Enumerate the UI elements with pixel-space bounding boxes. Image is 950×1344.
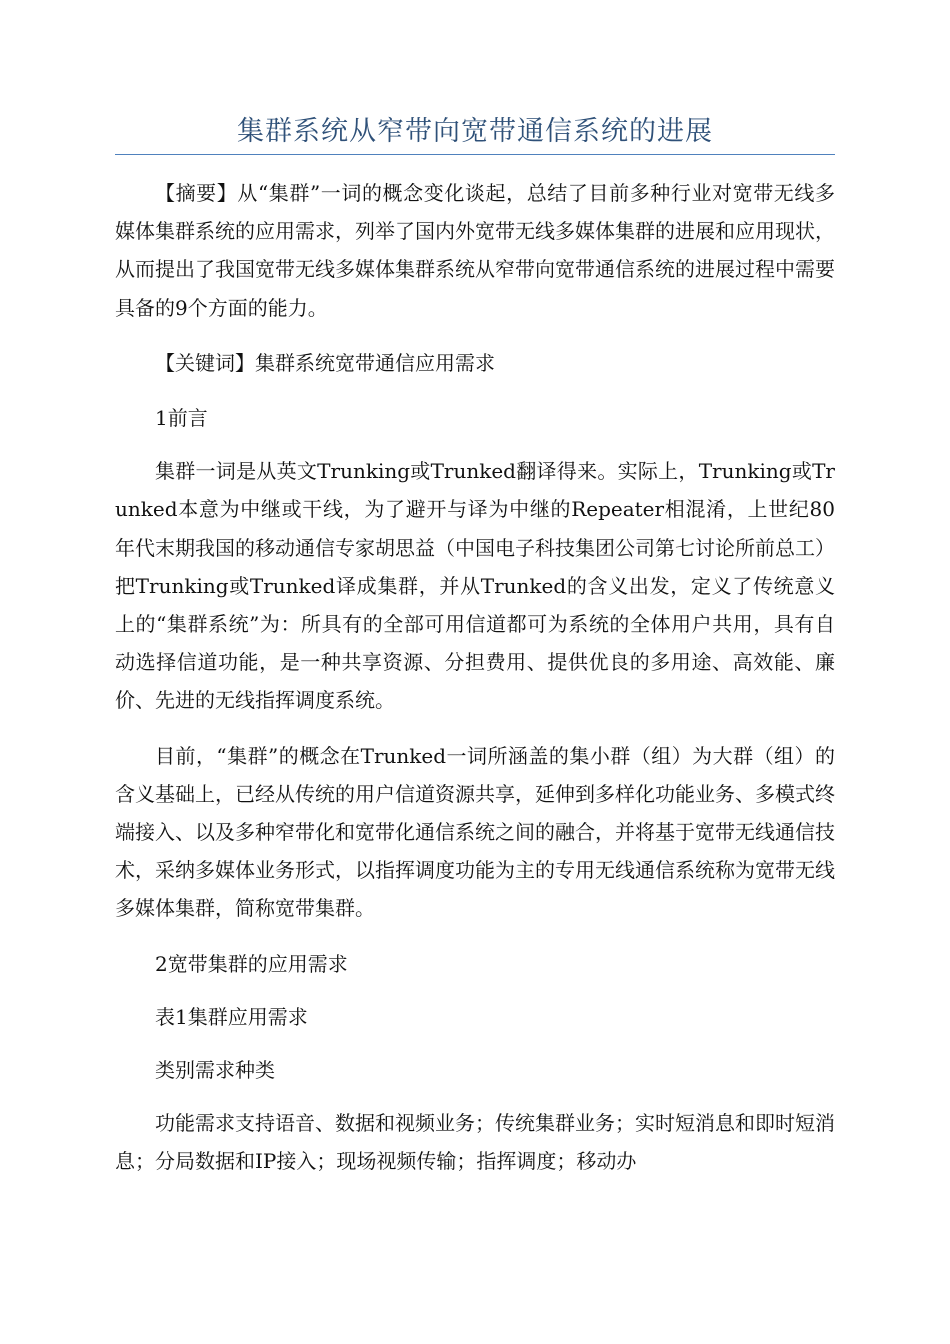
section-heading-2: 2宽带集群的应用需求 (155, 951, 348, 976)
section-heading-1: 1前言 (155, 406, 208, 431)
body-paragraph-broadband-trunking: 目前，“集群”的概念在Trunked一词所涵盖的集小群（组）为大群（组）的含义基础上，已经从传统的用户信道资源共享，延伸到多样化功能业务、多模式终端接入、以及多种窄带化和宽带化通信系统之间的融合，并将基于宽带无线通信技术，采纳多媒体业务形式，以指挥调度功能为主的专用无线通信系统称为宽带无线多媒体集群，简称宽带集群。 (115, 743, 835, 921)
abstract-paragraph: 【摘要】从“集群”一词的概念变化谈起，总结了目前多种行业对宽带无线多媒体集群系统的应用需求，列举了国内外宽带无线多媒体集群的进展和应用现状，从而提出了我国宽带无线多媒体集群系统从窄带向宽带通信系统的进展过程中需要具备的9个方面的能力。 (115, 181, 835, 320)
body-paragraph-trunking-definition: 集群一词是从英文Trunking或Trunked翻译得来。实际上，Trunking或Trunked本意为中继或干线，为了避开与译为中继的Repeater相混淆，上世纪80年代末期我国的移动通信专家胡思益（中国电子科技集团公司第七讨论所前总工）把Trunking或Trunked译成集群，并从Trunked的含义出发，定义了传统意义上的“集群系统”为：所具有的全部可用信道都可为系统的全体用户共用，具有自动选择信道功能，是一种共享资源、分担费用、提供优良的多用途、高效能、廉价、先进的无线指挥调度系统。 (115, 459, 835, 713)
keywords-paragraph: 【关键词】集群系统宽带通信应用需求 (155, 350, 495, 375)
document-title: 集群系统从窄带向宽带通信系统的进展 (237, 116, 713, 147)
table-caption: 表1集群应用需求 (155, 1004, 308, 1029)
document-body (115, 174, 835, 1198)
table-row-functional-requirements: 功能需求支持语音、数据和视频业务；传统集群业务；实时短消息和即时短消息；分局数据和IP接入；现场视频传输；指挥调度；移动办 (115, 1111, 835, 1174)
table-header-row: 类别需求种类 (155, 1058, 275, 1083)
title-underline (115, 154, 835, 155)
